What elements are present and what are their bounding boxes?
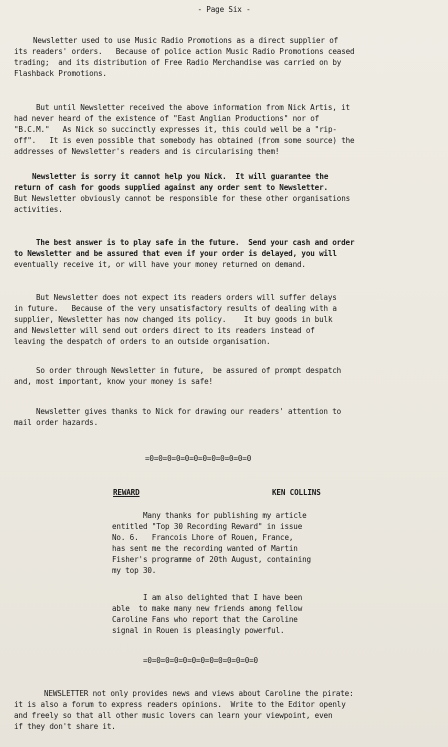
a1-p5-l2: in future. Because of the very unsatisfactory results of dealing with a [14,304,337,313]
a1-p1-l3: trading; and its distribution of Free Radio Merchandise was carried on by [14,58,342,67]
a1-p2-l1: But until Newsletter received the above information from Nick Artis, it [36,103,350,112]
a2-p1-l5: Fisher's programme of 20th August, containing [112,555,311,564]
section-divider: =0=0=0=0=0=0=0=0=0=0=0=0 [145,454,252,463]
a1-p3-l1: Newsletter is sorry it cannot help you Nick. It will guarantee the [32,172,329,181]
a1-p5-l1: But Newsletter does not expect its readers orders will suffer delays [36,293,337,302]
a1-p3-l4: activities. [14,205,63,214]
a2-p1-l6: my top 30. [112,566,157,575]
a1-p4-l2: to Newsletter and be assured that even if your order is delayed, you will [14,249,337,258]
a1-p7-l1: Newsletter gives thanks to Nick for drawing our readers' attention to [36,407,342,416]
a1-p5-l5: leaving the despatch of orders to an outside organisation. [14,337,271,346]
a1-p6-l1: So order through Newsletter in future, be assured of prompt despatch [36,366,342,375]
a2-p1-l3: No. 6. Francois Lhore of Rouen, France, [112,533,294,542]
a2-p2-l4: signal in Rouen is pleasingly powerful. [112,626,285,635]
a2-p1-l4: has sent me the recording wanted of Martin [112,544,298,553]
a1-p5-l4: and Newsletter will send out orders direct to its readers instead of [14,326,315,335]
a1-p5-l3: supplier, Newsletter has now changed its policy. It buy goods in bulk [14,315,333,324]
a1-p1-l2: its readers' orders. Because of police action Music Radio Promotions ceased [14,47,355,56]
a2-p1-l1: Many thanks for publishing my article [143,511,307,520]
a1-p4-l1: The best answer is to play safe in the future. Send your cash and order [36,238,355,247]
footer-l1: NEWSLETTER not only provides news and views about Caroline the pirate: [44,689,354,698]
a1-p2-l4: off". It is even possible that somebody has obtained (from some source) the [14,136,355,145]
a1-p1-l4: Flashback Promotions. [14,69,107,78]
article-author: KEN COLLINS [272,488,321,497]
footer-l4: if they don't share it. [14,722,116,731]
a1-p7-l2: mail order hazards. [14,418,99,427]
article-heading-reward: REWARD [113,488,140,497]
footer-l2: it is also a forum to express readers opinions. Write to the Editor openly [14,700,346,709]
section-divider: =0=0=0=0=0=0=0=0=0=0=0=0=0 [143,656,258,665]
a1-p6-l2: and, most important, know your money is safe! [14,377,213,386]
a2-p2-l3: Caroline Fans who report that the Caroline [112,615,298,624]
a1-p1-l1: Newsletter used to use Music Radio Promotions as a direct supplier of [33,36,339,45]
a2-p2-l1: I am also delighted that I have been [143,593,303,602]
a1-p2-l3: "B.C.M." As Nick so succinctly expresses it, this could well be a "rip- [14,125,337,134]
a1-p2-l2: had never heard of the existence of "East Anglian Productions" nor of [14,114,320,123]
a2-p2-l2: able to make many new friends among fellow [112,604,303,613]
a1-p3-l3: But Newsletter obviously cannot be responsible for these other organisations [14,194,351,203]
a1-p4-l3: eventually receive it, or will have your money returned on demand. [14,260,306,269]
footer-l3: and freely so that all other music lovers can learn your viewpoint, even [14,711,333,720]
page-header: - Page Six - [197,5,251,14]
a2-p1-l2: entitled "Top 30 Recording Reward" in issue [112,522,303,531]
a1-p2-l5: addresses of Newsletter's readers and is circularising them! [14,147,280,156]
a1-p3-l2: return of cash for goods supplied against any order sent to Newsletter. [14,183,328,192]
